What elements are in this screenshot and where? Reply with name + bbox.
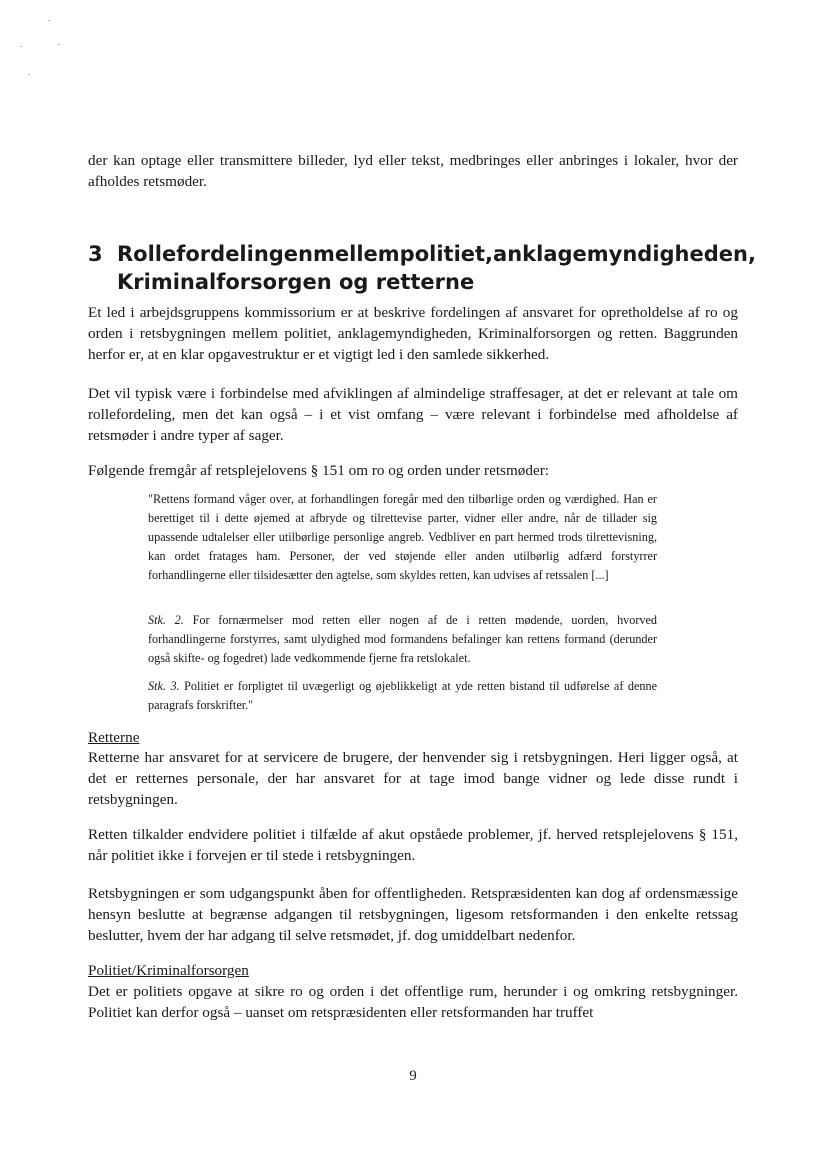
quote-paragraph-2: [148, 611, 657, 668]
quote-paragraph-1: "Rettens formand våger over, at forhandlingen foregår med den tilbørlige orden og værdighed. Han er berettiget til i dette øjemed at afbryde og tilrettevise parter, vidner eller andre, når de tillader sig upassende udtalelser eller utilbørlige personlige angreb. Vedbliver en part hermed trods tilrettevisning, kan ordet fratages ham. Personer, der ved støjende eller anden utilbørlig adfærd forstyrrer forhandlingerne eller tilsidesætter den agtelse, som skyldes retten, kan udvises af retssalen [...]: [148, 492, 657, 582]
heading-word: mellem: [313, 242, 400, 266]
intro-paragraph: der kan optage eller transmittere billeder, lyd eller tekst, medbringes eller anbringes i lokaler, hvor der afholdes retsmøder.: [88, 152, 738, 190]
heading-word: politiet,: [399, 242, 494, 266]
quote-stk-text: For fornærmelser mod retten eller nogen af de i retten mødende, uorden, hvorved forhandlingerne forstyrres, samt ulydighed mod formandens befalinger kan rettens formand (derunder også skifte- og fogedret) lade vedkommende fjerne fra retslokalet.: [148, 613, 658, 665]
body-paragraph: Retterne har ansvaret for at servicere de brugere, der henvender sig i retsbygningen. Heri ligger også, at det er retternes personale, der har ansvaret for at tage imod bange vidner og lede disse rundt i retsbygningen.: [88, 749, 738, 808]
heading-word: Rollefordelingen: [117, 242, 314, 266]
scan-speck: [58, 44, 60, 45]
body-paragraph: Det er politiets opgave at sikre ro og orden i det offentlige rum, herunder i og omkring retsbygninger. Politiet kan derfor også – uanset om retspræsidenten eller retsformanden har truffet: [88, 983, 738, 1021]
quote-paragraph-3: [148, 677, 657, 715]
body-paragraph: Det vil typisk være i forbindelse med afviklingen af almindelige straffesager, at det er relevant at tale om rollefordeling, men det kan også – i et vist omfang – være relevant i forbindelse med afholdelse af retsmøder i andre typer af sager.: [88, 385, 738, 444]
quote-stk-label: Stk. 3.: [148, 679, 180, 693]
body-paragraph: Et led i arbejdsgruppens kommissorium er at beskrive fordelingen af ansvaret for opretholdelse af ro og orden i retsbygningen mellem politiet, anklagemyndigheden, Kriminalforsorgen og retten. Baggrunden herfor er, at en klar opgavestruktur er et vigtigt led i den samlede sikkerhed.: [88, 304, 738, 363]
subheading-retterne: Retterne: [88, 729, 140, 746]
page-number: 9: [409, 1068, 417, 1084]
body-paragraph: Retsbygningen er som udgangspunkt åben for offentligheden. Retspræsidenten kan dog af ordensmæssige hensyn beslutte at begrænse adgangen til retsbygningen, ligesom retsformanden i den enkelte retssag beslutter, hvem der har adgang til selve retsmødet, jf. dog umiddelbart nedenfor.: [88, 885, 738, 944]
scan-speck: [20, 46, 22, 47]
section-number: 3: [88, 242, 103, 266]
heading-line-2: Kriminalforsorgen og retterne: [117, 270, 475, 294]
heading-line-1: [117, 240, 756, 268]
heading-word: anklagemyndigheden,: [493, 242, 756, 266]
quote-stk-text: Politiet er forpligtet til uvægerligt og øjeblikkeligt at yde retten bistand til udførelse af denne paragrafs forskrifter.": [148, 679, 658, 712]
scan-speck: [48, 20, 50, 21]
body-paragraph: Retten tilkalder endvidere politiet i tilfælde af akut opståede problemer, jf. herved retsplejelovens § 151, når politiet ikke i forvejen er til stede i retsbygningen.: [88, 826, 738, 864]
scan-speck: [28, 74, 30, 75]
subheading-politi: Politiet/Kriminalforsorgen: [88, 962, 249, 979]
quote-stk-label: Stk. 2.: [148, 613, 184, 627]
body-paragraph: Følgende fremgår af retsplejelovens § 151 om ro og orden under retsmøder:: [88, 462, 549, 479]
